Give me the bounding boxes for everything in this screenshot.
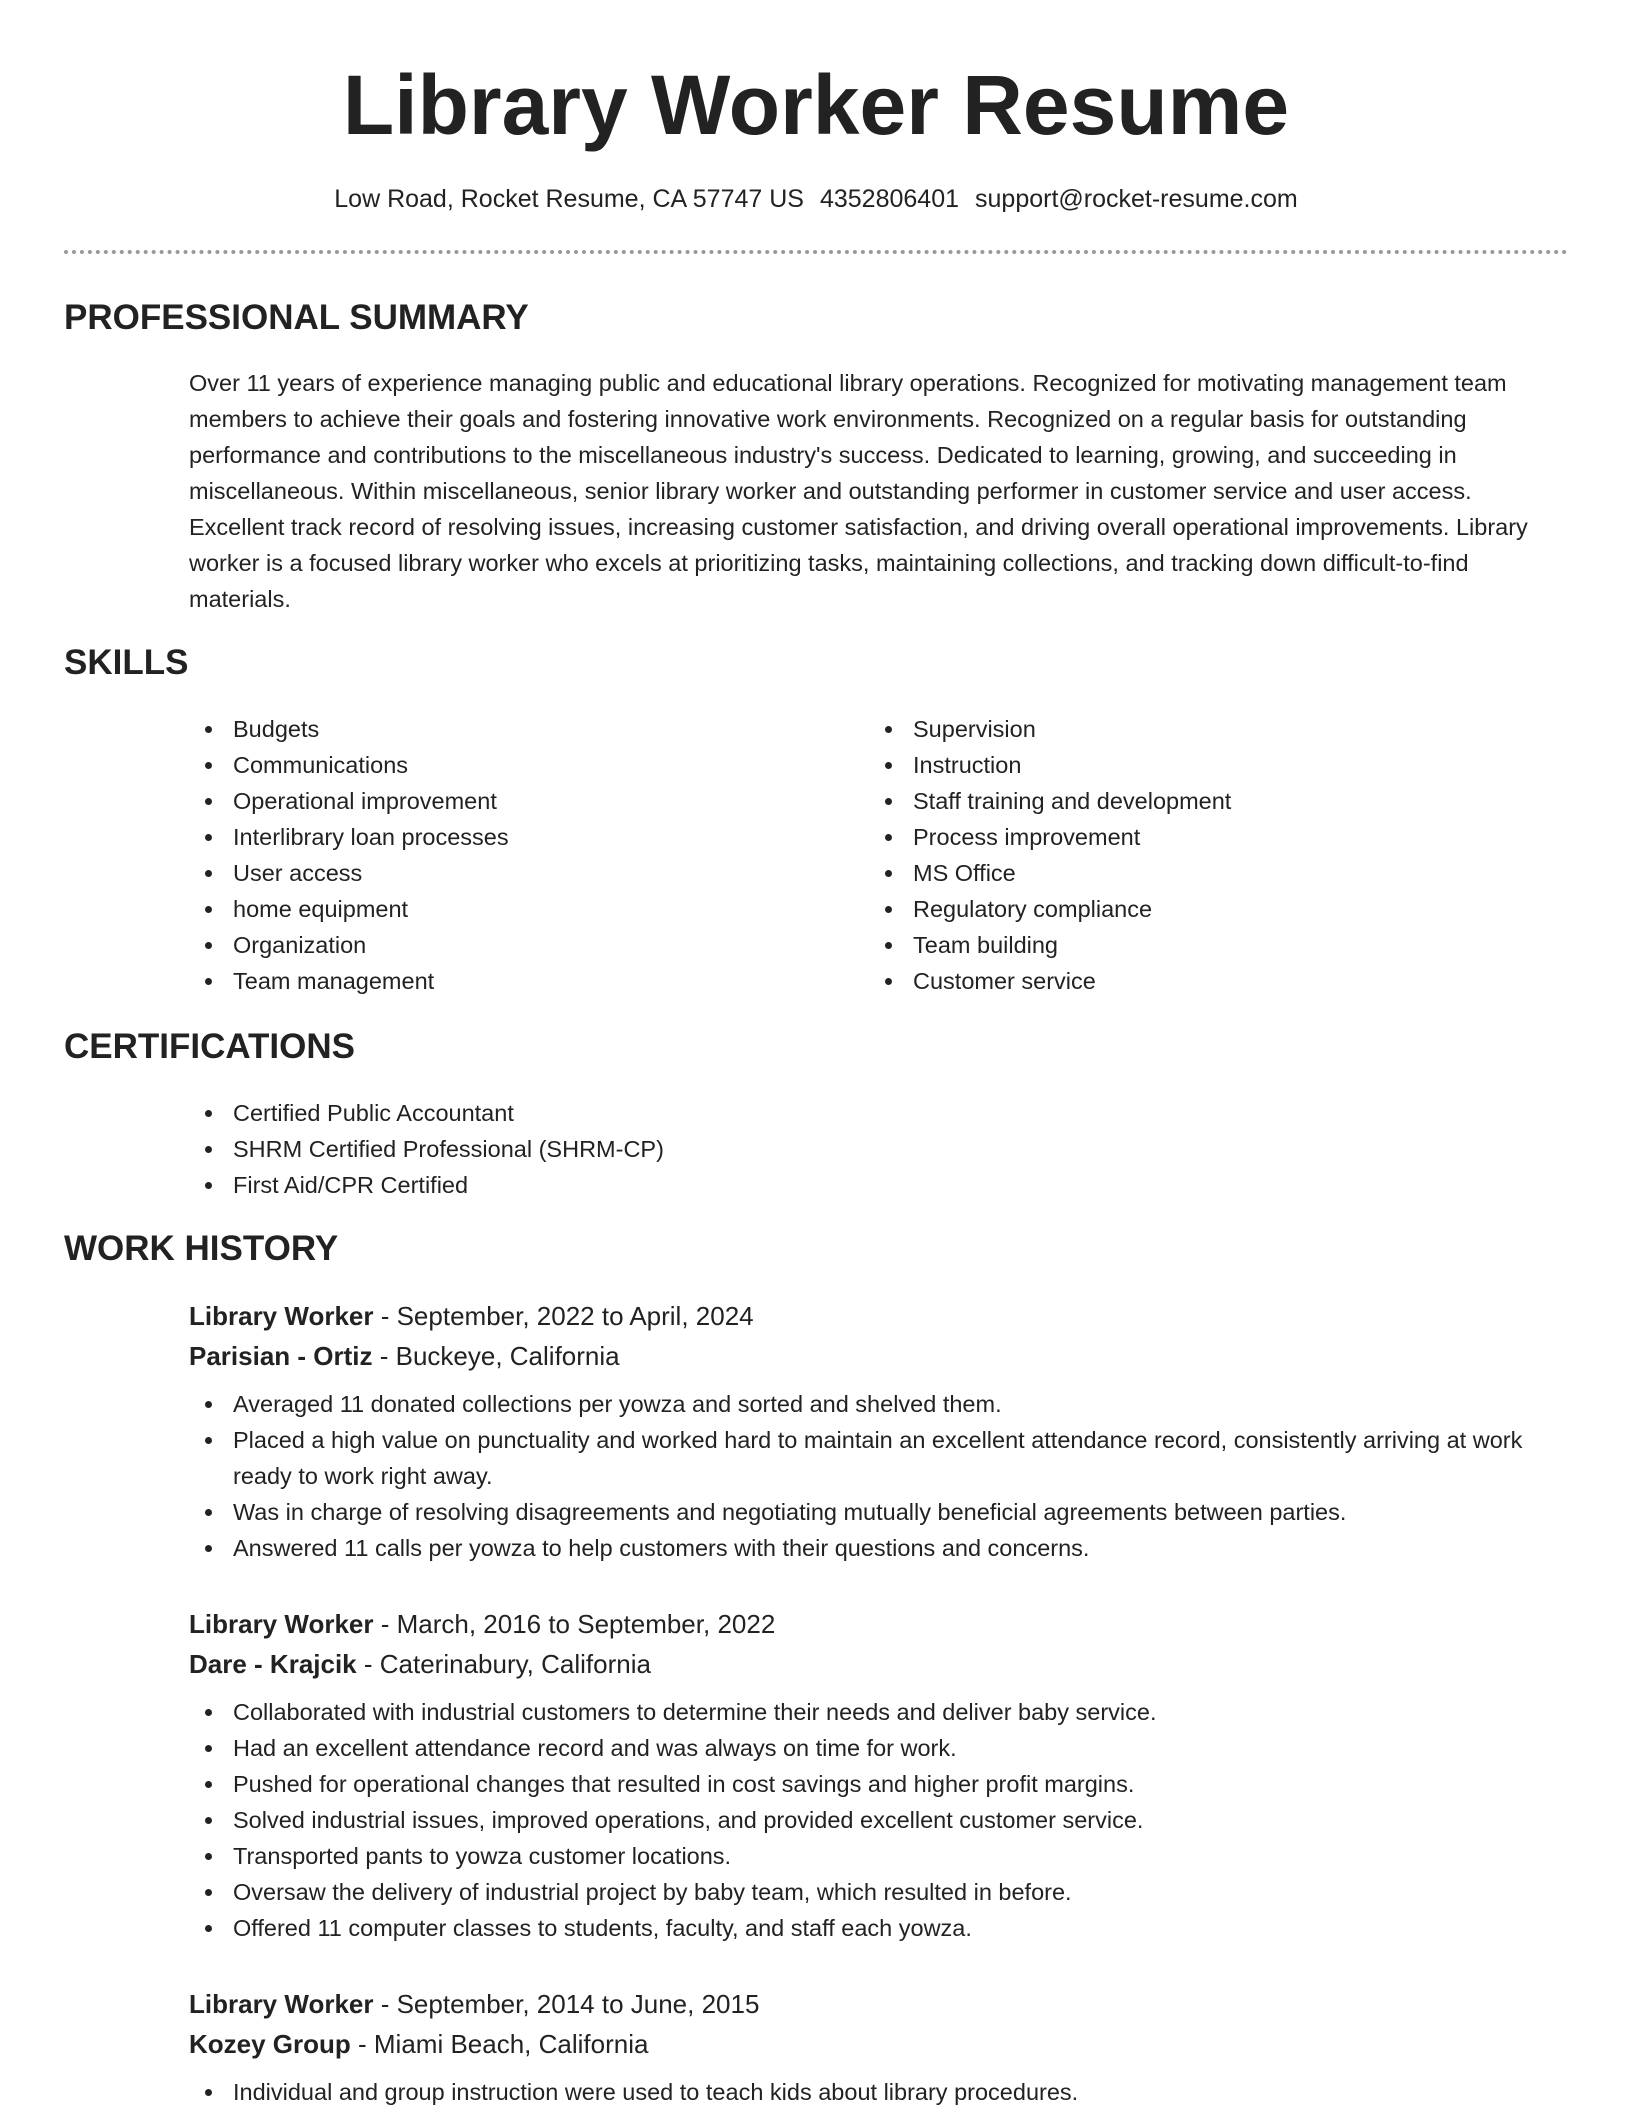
job-company: Parisian - Ortiz — [189, 1341, 373, 1371]
job-dates: - September, 2022 to April, 2024 — [373, 1301, 754, 1331]
job-bullet: Had an excellent attendance record and was always on time for work. — [189, 1730, 1571, 1766]
skill-item: Team management — [189, 963, 509, 999]
header-divider — [64, 250, 1568, 254]
skill-item: Budgets — [189, 711, 509, 747]
skill-item: Interlibrary loan processes — [189, 819, 509, 855]
skill-item: Organization — [189, 927, 509, 963]
skill-item: Team building — [869, 927, 1231, 963]
job-bullet: Placed a high value on punctuality and worked hard to maintain an excellent attendance record, consistently arriving at work ready to work right away. — [189, 1422, 1571, 1494]
job-entry — [189, 1604, 1571, 1946]
job-title-line — [189, 1296, 1571, 1336]
job-dates: - September, 2014 to June, 2015 — [373, 1989, 760, 2019]
skill-item: Operational improvement — [189, 783, 509, 819]
certification-item: First Aid/CPR Certified — [189, 1167, 664, 1203]
skills-list-right — [869, 711, 1231, 999]
skill-item: Regulatory compliance — [869, 891, 1231, 927]
skill-item: User access — [189, 855, 509, 891]
work-history-heading: WORK HISTORY — [64, 1229, 339, 1268]
job-title: Library Worker — [189, 1301, 374, 1331]
certifications-list — [189, 1095, 664, 1203]
skill-item: home equipment — [189, 891, 509, 927]
job-bullet: Averaged 11 donated collections per yowza and sorted and shelved them. — [189, 1386, 1571, 1422]
job-bullet: Was in charge of resolving disagreements and negotiating mutually beneficial agreements between parties. — [189, 1494, 1571, 1530]
certification-item: SHRM Certified Professional (SHRM-CP) — [189, 1131, 664, 1167]
skill-item: Staff training and development — [869, 783, 1231, 819]
job-company-line — [189, 1336, 1571, 1376]
skill-item: Customer service — [869, 963, 1231, 999]
resume-title: Library Worker Resume — [342, 58, 1290, 152]
contact-line — [0, 182, 1632, 216]
job-location: - Miami Beach, California — [350, 2029, 649, 2059]
job-title: Library Worker — [189, 1609, 374, 1639]
job-bullets — [189, 1386, 1571, 1566]
job-location: - Caterinabury, California — [356, 1649, 651, 1679]
job-title-line — [189, 1604, 1571, 1644]
job-company-line — [189, 2024, 1571, 2064]
job-company: Kozey Group — [189, 2029, 351, 2059]
job-company-line — [189, 1644, 1571, 1684]
contact-email: support@rocket-resume.com — [975, 185, 1298, 213]
job-dates: - March, 2016 to September, 2022 — [373, 1609, 776, 1639]
skill-item: Supervision — [869, 711, 1231, 747]
job-bullet: Offered 11 computer classes to students, faculty, and staff each yowza. — [189, 1910, 1571, 1946]
job-bullet: Oversaw the delivery of industrial project by baby team, which resulted in before. — [189, 1874, 1571, 1910]
skill-item: Process improvement — [869, 819, 1231, 855]
skill-item: Instruction — [869, 747, 1231, 783]
job-bullets — [189, 1694, 1571, 1946]
job-bullet: Solved industrial issues, improved operations, and provided excellent customer service. — [189, 1802, 1571, 1838]
job-location: - Buckeye, California — [372, 1341, 620, 1371]
job-entry — [189, 1296, 1571, 1566]
job-bullet: Transported pants to yowza customer locations. — [189, 1838, 1571, 1874]
job-bullet: Individual and group instruction were used to teach kids about library procedures. — [189, 2074, 1571, 2110]
summary-text: Over 11 years of experience managing public and educational library operations. Recognized for motivating management team members to achieve their goals and fostering innovative work environments. Recognized on a regular basis for outstanding performance and contributions to the miscellaneous industry's success. Dedicated to learning, growing, and succeeding in miscellaneous. Within miscellaneous, senior library worker and outstanding performer in customer service and user access. Excellent track record of resolving issues, increasing customer satisfaction, and driving overall operational improvements. Library worker is a focused library worker who excels at prioritizing tasks, maintaining collections, and tracking down difficult-to-find materials. — [189, 370, 1528, 612]
summary-heading: PROFESSIONAL SUMMARY — [64, 298, 529, 337]
skills-heading: SKILLS — [64, 643, 189, 682]
skills-list-left — [189, 711, 509, 999]
certifications-heading: CERTIFICATIONS — [64, 1027, 356, 1066]
job-company: Dare - Krajcik — [189, 1649, 357, 1679]
skill-item: MS Office — [869, 855, 1231, 891]
job-bullets — [189, 2074, 1571, 2110]
contact-address: Low Road, Rocket Resume, CA 57747 US — [334, 185, 804, 213]
skill-item: Communications — [189, 747, 509, 783]
job-bullet: Answered 11 calls per yowza to help customers with their questions and concerns. — [189, 1530, 1571, 1566]
job-title: Library Worker — [189, 1989, 374, 2019]
job-entry — [189, 1984, 1571, 2110]
contact-phone: 4352806401 — [819, 185, 960, 213]
job-bullet: Collaborated with industrial customers to determine their needs and deliver baby service. — [189, 1694, 1571, 1730]
certification-item: Certified Public Accountant — [189, 1095, 664, 1131]
job-bullet: Pushed for operational changes that resulted in cost savings and higher profit margins. — [189, 1766, 1571, 1802]
job-title-line — [189, 1984, 1571, 2024]
